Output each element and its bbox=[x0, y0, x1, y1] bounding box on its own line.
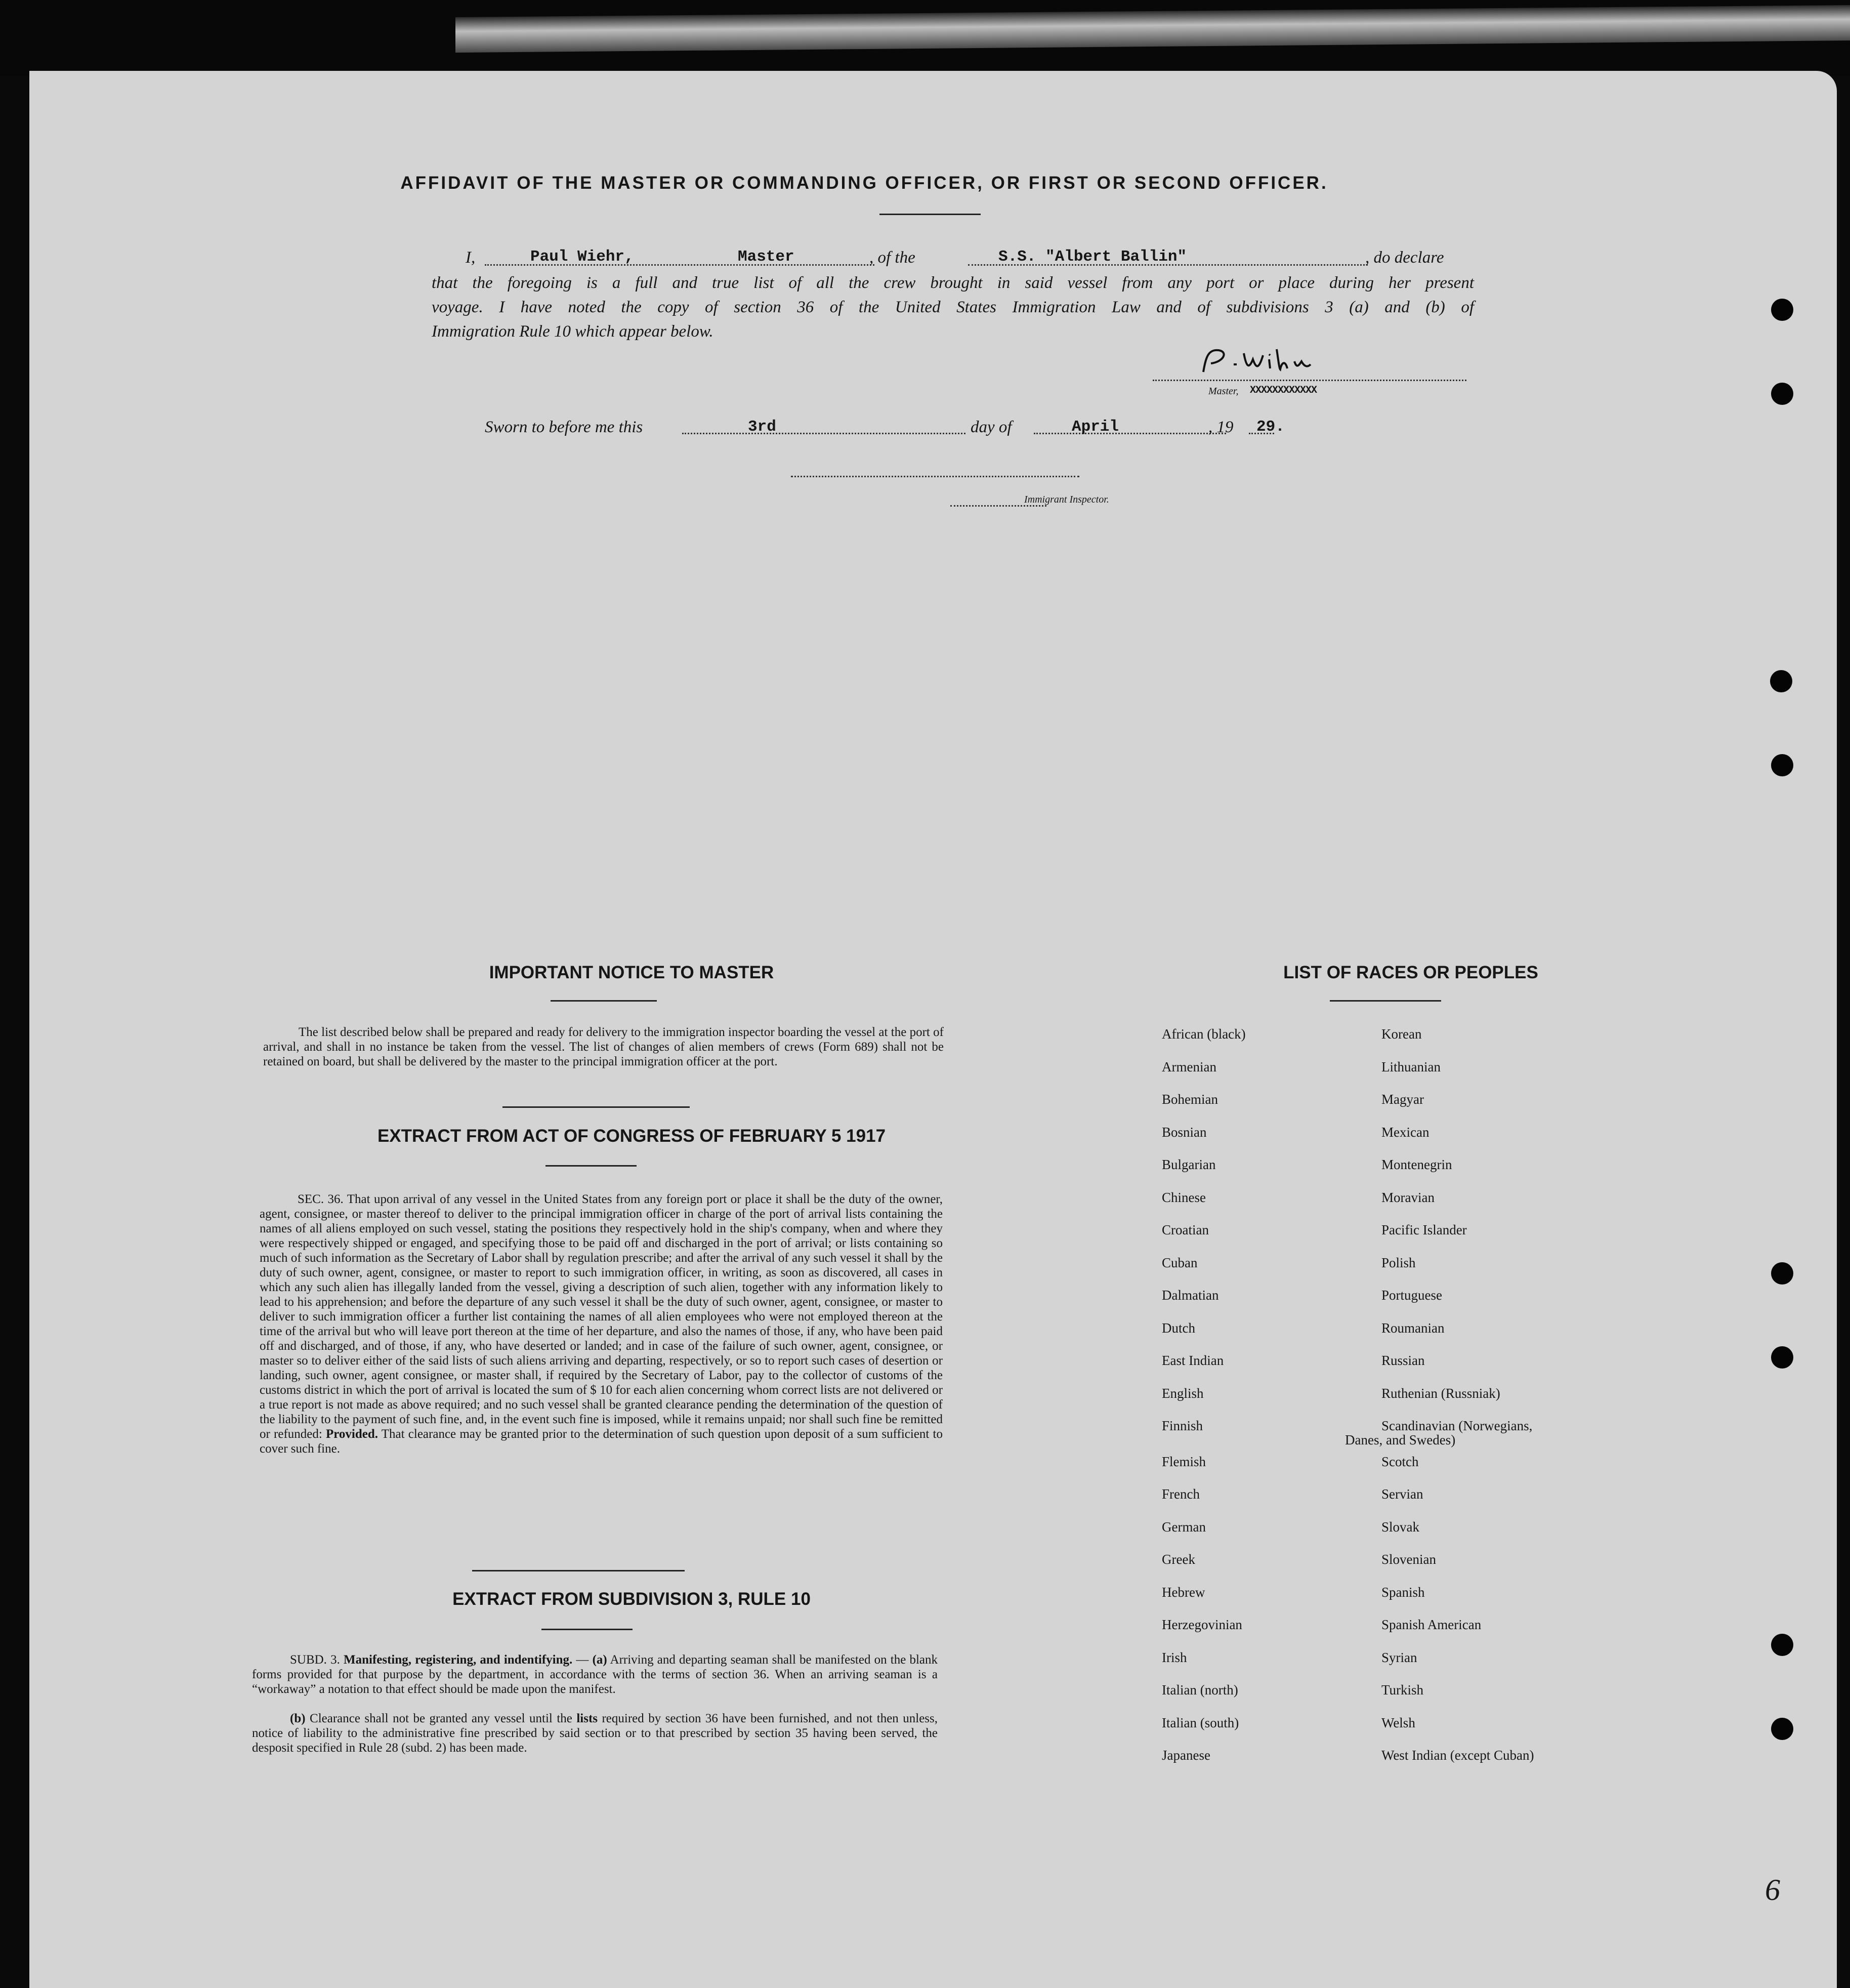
rule-text-b bbox=[252, 1711, 938, 1755]
race-right-item: Spanish bbox=[1381, 1584, 1425, 1600]
document-page bbox=[29, 71, 1837, 1988]
punch-hole bbox=[1771, 1718, 1793, 1740]
year-suffix: 29. bbox=[1256, 418, 1285, 436]
affidavit-line-4: Immigration Rule 10 which appear below. bbox=[432, 322, 713, 341]
inspector-line-1 bbox=[791, 476, 1079, 477]
race-left-item: French bbox=[1162, 1486, 1200, 1502]
section-divider bbox=[502, 1106, 690, 1108]
rule-text-a bbox=[252, 1652, 938, 1696]
vessel-name: S.S. "Albert Ballin" bbox=[998, 248, 1187, 266]
race-right-item: Spanish American bbox=[1381, 1617, 1482, 1632]
race-right-item: Scotch bbox=[1381, 1454, 1419, 1469]
punch-hole bbox=[1771, 1346, 1793, 1369]
of-the-text: , of the bbox=[869, 248, 915, 267]
master-label: Master, bbox=[1208, 386, 1239, 397]
race-left-item: East Indian bbox=[1162, 1353, 1224, 1368]
race-right-item: Montenegrin bbox=[1381, 1157, 1452, 1172]
affidavit-line-3: voyage. I have noted the copy of section 36 of the United States Immigration Law and of subdivisions 3 (a) and (b) of bbox=[432, 298, 1474, 316]
race-right-item: Welsh bbox=[1381, 1715, 1415, 1730]
margin-mark: 6 bbox=[1765, 1873, 1780, 1907]
race-left-item: Irish bbox=[1162, 1649, 1187, 1665]
act-provided: Provided. bbox=[326, 1427, 379, 1441]
race-right-item: Turkish bbox=[1381, 1682, 1424, 1697]
rule-title: EXTRACT FROM SUBDIVISION 3, RULE 10 bbox=[452, 1589, 811, 1609]
race-left-item: Chinese bbox=[1162, 1189, 1206, 1205]
race-right-item: West Indian (except Cuban) bbox=[1381, 1748, 1534, 1763]
race-left-item: Flemish bbox=[1162, 1454, 1206, 1469]
race-left-item: Italian (south) bbox=[1162, 1715, 1239, 1730]
race-left-item: Croatian bbox=[1162, 1222, 1209, 1237]
inspector-label: Immigrant Inspector. bbox=[1024, 494, 1109, 505]
race-left-item: Bohemian bbox=[1162, 1092, 1218, 1107]
race-right-item: Ruthenian (Russniak) bbox=[1381, 1385, 1500, 1401]
notice-rule bbox=[551, 1000, 657, 1002]
section-divider bbox=[472, 1570, 685, 1571]
race-right-item: Slovak bbox=[1381, 1519, 1420, 1535]
punch-hole bbox=[1770, 670, 1792, 692]
punch-hole bbox=[1771, 1634, 1793, 1656]
subd-b-text-2: required by section 36 have been furnished, and not then unless, notice of liability to the administrative fine prescribed by said section or to that prescribed by section 35 having been served, the desposit specified in Rule 28 (subd. 2) has been made. bbox=[252, 1712, 938, 1755]
punch-hole bbox=[1771, 299, 1793, 321]
rule-rule bbox=[541, 1629, 633, 1630]
race-left-item: Hebrew bbox=[1162, 1584, 1205, 1600]
notice-text: The list described below shall be prepared and ready for delivery to the immigration inspector boarding the vessel at the port of arrival, and shall in no instance be taken from the vessel. The list of changes of alien members of crews (Form 689) shall not be retained on board, but shall be delivered by the master to the principal immigration officer at the port. bbox=[263, 1025, 944, 1068]
sworn-month: April bbox=[1072, 418, 1119, 436]
race-right-item: Moravian bbox=[1381, 1189, 1435, 1205]
race-right-item: Pacific Islander bbox=[1381, 1222, 1467, 1237]
race-left-item: Finnish bbox=[1162, 1418, 1203, 1433]
races-title: LIST OF RACES OR PEOPLES bbox=[1283, 963, 1538, 982]
race-right-item: Mexican bbox=[1381, 1124, 1429, 1140]
affidavit-line-2: that the foregoing is a full and true list of all the crew brought in said vessel from any port or place during her present bbox=[432, 274, 1474, 292]
sworn-prefix: Sworn to before me this bbox=[485, 418, 643, 436]
race-left-item: Cuban bbox=[1162, 1255, 1198, 1270]
folded-page-edge bbox=[455, 5, 1850, 53]
race-left-item: Dutch bbox=[1162, 1320, 1195, 1336]
subd-label: SUBD. 3. bbox=[290, 1653, 340, 1667]
subd-b-text-1: Clearance shall not be granted any vessel until the bbox=[310, 1712, 572, 1725]
year-prefix: , 19 bbox=[1208, 418, 1234, 436]
race-right-item: Portuguese bbox=[1381, 1288, 1442, 1303]
race-left-item: Bulgarian bbox=[1162, 1157, 1216, 1172]
race-right-item: Russian bbox=[1381, 1353, 1425, 1368]
sworn-month-line bbox=[1034, 433, 1226, 434]
races-rule bbox=[1330, 1000, 1441, 1002]
race-left-item: Armenian bbox=[1162, 1059, 1216, 1074]
race-right-item: Polish bbox=[1381, 1255, 1416, 1270]
race-right-item: Magyar bbox=[1381, 1092, 1424, 1107]
master-rank: Master bbox=[738, 248, 794, 266]
race-left-item: African (black) bbox=[1162, 1026, 1246, 1042]
affidavit-i: I, bbox=[466, 248, 476, 267]
film-top-edge bbox=[0, 0, 1850, 76]
subd-b-lists: lists bbox=[576, 1712, 598, 1725]
punch-hole bbox=[1771, 1262, 1793, 1285]
subd-b-label: (b) bbox=[290, 1712, 306, 1725]
punch-hole bbox=[1771, 383, 1793, 405]
punch-hole bbox=[1771, 754, 1793, 776]
master-name: Paul Wiehr, bbox=[530, 248, 634, 266]
race-right-item: Lithuanian bbox=[1381, 1059, 1441, 1074]
struck-out-titles: XXXXXXXXXXXX bbox=[1250, 385, 1317, 396]
race-left-item: Japanese bbox=[1162, 1748, 1210, 1763]
dash: — bbox=[576, 1653, 589, 1667]
do-declare-text: , do declare bbox=[1365, 248, 1444, 267]
sworn-day-line bbox=[682, 433, 965, 434]
act-text-end: That clearance may be granted prior to the determination of such question upon deposit of a sum sufficient to cover such fine. bbox=[260, 1427, 943, 1456]
race-right-item: Danes, and Swedes) bbox=[1345, 1432, 1456, 1447]
race-left-item: English bbox=[1162, 1385, 1204, 1401]
race-left-item: Herzegovinian bbox=[1162, 1617, 1242, 1632]
race-left-item: German bbox=[1162, 1519, 1206, 1535]
title-rule bbox=[879, 214, 981, 215]
notice-title: IMPORTANT NOTICE TO MASTER bbox=[489, 963, 774, 982]
subd-heading: Manifesting, registering, and indentifying. bbox=[344, 1653, 573, 1667]
affidavit-title: AFFIDAVIT OF THE MASTER OR COMMANDING OFFICER, OR FIRST OR SECOND OFFICER. bbox=[400, 173, 1328, 193]
race-right-item: Slovenian bbox=[1381, 1552, 1436, 1567]
race-left-item: Italian (north) bbox=[1162, 1682, 1238, 1697]
act-text bbox=[260, 1192, 943, 1456]
day-of-text: day of bbox=[971, 418, 1012, 436]
race-right-item: Korean bbox=[1381, 1026, 1422, 1042]
act-title: EXTRACT FROM ACT OF CONGRESS OF FEBRUARY 5 1917 bbox=[377, 1126, 886, 1146]
race-left-item: Bosnian bbox=[1162, 1124, 1207, 1140]
subd-a-text: Arriving and departing seaman shall be manifested on the blank forms provided for that purpose by the department, in accordance with the terms of section 36. When an arriving seaman is a “workaway” a notation to that effect should be made upon the manifest. bbox=[252, 1653, 938, 1696]
race-right-item: Scandinavian (Norwegians, bbox=[1381, 1418, 1533, 1433]
race-left-item: Dalmatian bbox=[1162, 1288, 1219, 1303]
sworn-day: 3rd bbox=[748, 418, 776, 436]
master-signature bbox=[1193, 344, 1345, 380]
subd-a-label: (a) bbox=[592, 1653, 607, 1667]
race-right-item: Roumanian bbox=[1381, 1320, 1445, 1336]
race-left-item: Greek bbox=[1162, 1552, 1195, 1567]
signature-line bbox=[1153, 380, 1466, 381]
act-rule bbox=[545, 1165, 637, 1167]
race-right-item: Syrian bbox=[1381, 1649, 1417, 1665]
act-text-main: SEC. 36. That upon arrival of any vessel in the United States from any foreign port or place it shall be the duty of the owner, agent, consignee, or master thereof to deliver to the principal immigration officer in charge of the port of arrival lists containing the names of all aliens employed on such vessel, stating the positions they respectively hold in the ship's company, when and where they were respectively shipped or engaged, and specifying those to be paid off and discharged in the port of arrival; or lists containing so much of such information as the Secretary of Labor shall by regulation prescribe; and after the arrival of any such vessel it shall by the duty of such owner, agent, consignee, or master to report to such immigration officer, in writing, as soon as discovered, all cases in which any such alien has illegally landed from the vessel, giving a description of such alien, together with any information likely to lead to his apprehension; and before the departure of any such vessel it shall be the duty of such owner, agent, consignee, or master to deliver to such immigration officer a further list containing the names of all alien employees who were not employed thereon at the time of the arrival but who will leave port thereon at the time of her departure, and also the names of those, if any, who have been paid off and discharged, and of those, if any, who have deserted or landed; and in case of the failure of such owner, agent, consignee, or master so to deliver either of the said lists of such aliens arriving and departing, respectively, or so to report such cases of desertion or landing, such owner, agent consignee, or master shall, if required by the Secretary of Labor, pay to the collector of customs of the customs district in which the port of arrival is located the sum of $ 10 for each alien concerning whom correct lists are not delivered or a true report is not made as above required; and no such vessel shall be granted clearance pending the determination of the question of the liability to the payment of such fine, and, in the event such fine is imposed, while it remains unpaid; nor shall such fine be remitted or refunded: bbox=[260, 1192, 943, 1441]
race-right-item: Servian bbox=[1381, 1486, 1423, 1502]
